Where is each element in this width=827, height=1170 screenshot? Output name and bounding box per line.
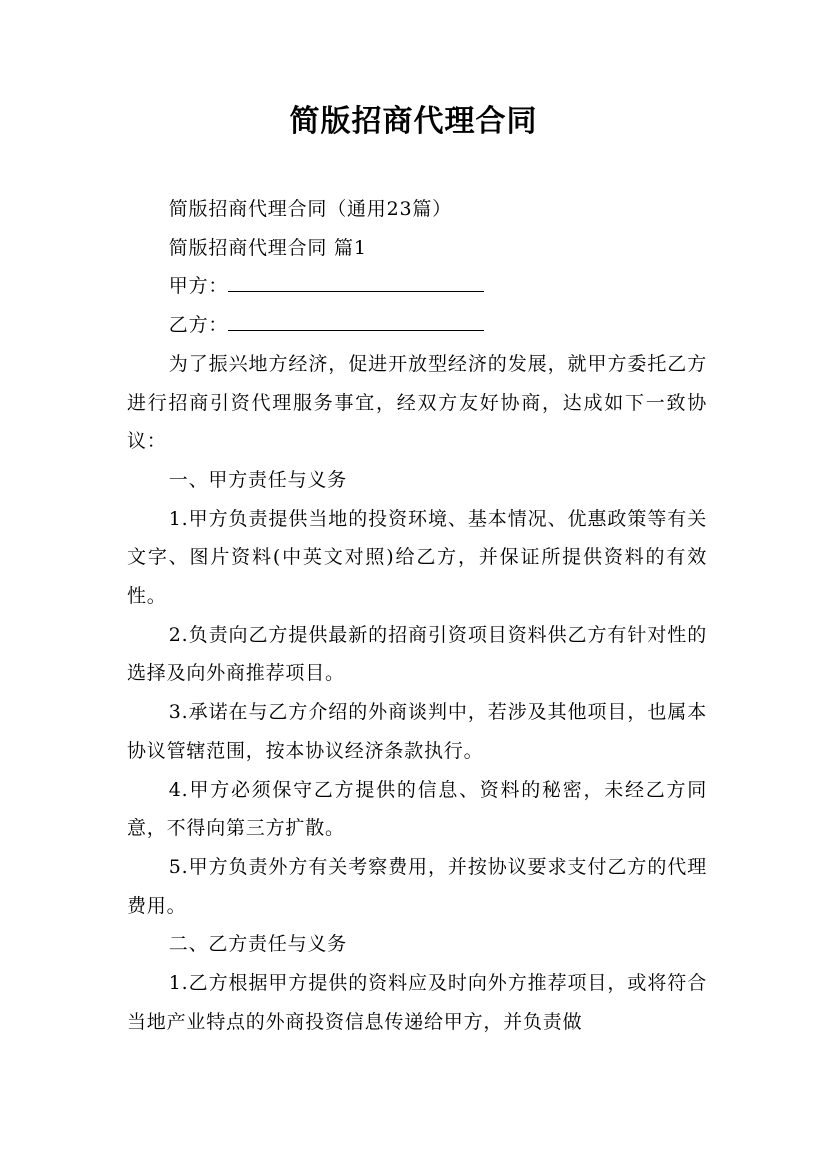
party-a-label: 甲方： [168, 275, 229, 298]
article-heading: 简版招商代理合同 篇1 [168, 236, 367, 259]
section1-item: 4.甲方必须保守乙方提供的信息、资料的秘密，未经乙方同意，不得向第三方扩散。 [127, 778, 707, 840]
party-b-label: 乙方： [168, 314, 229, 337]
document-subtitle: 简版招商代理合同（通用23篇） [168, 198, 452, 220]
document-title: 简版招商代理合同 [289, 104, 538, 139]
party-b-blank [228, 310, 484, 331]
party-b-line [127, 306, 707, 345]
intro-paragraph: 为了振兴地方经济，促进开放型经济的发展，就甲方委托乙方进行招商引资代理服务事宜，经双方友好协商，达成如下一致协议： [127, 352, 707, 453]
section2-heading: 二、乙方责任与义务 [168, 933, 347, 956]
party-a-line [127, 267, 707, 306]
section2-item: 1.乙方根据甲方提供的资料应及时向外方推荐项目，或将符合当地产业特点的外商投资信息传递给甲方，并负责做 [127, 972, 707, 1033]
section1-heading: 一、甲方责任与义务 [168, 468, 347, 491]
section1-item: 3.承诺在与乙方介绍的外商谈判中，若涉及其他项目，也属本协议管辖范围，按本协议经济条款执行。 [127, 701, 707, 762]
section1-item: 2.负责向乙方提供最新的招商引资项目资料供乙方有针对性的选择及向外商推荐项目。 [127, 623, 707, 685]
section1-item: 1.甲方负责提供当地的投资环境、基本情况、优惠政策等有关文字、图片资料(中英文对照)给乙方，并保证所提供资料的有效性。 [127, 507, 707, 608]
document-body [127, 190, 707, 1041]
party-a-blank [228, 271, 484, 292]
section1-item: 5.甲方负责外方有关考察费用，并按协议要求支付乙方的代理费用。 [127, 855, 707, 917]
